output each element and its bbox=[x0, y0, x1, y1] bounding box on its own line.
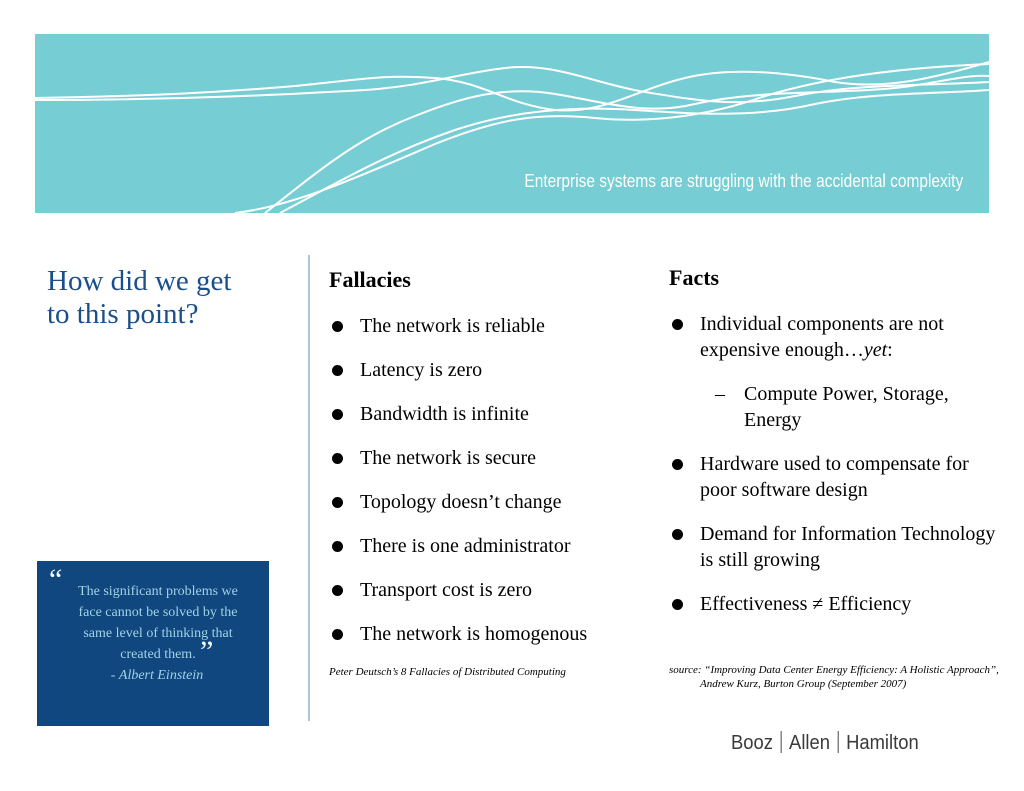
sub-item-text: Compute Power, Storage, Energy bbox=[744, 383, 949, 431]
list-item bbox=[329, 621, 629, 665]
fallacy-text: The network is reliable bbox=[360, 315, 545, 337]
fallacy-text: The network is homogenous bbox=[360, 623, 588, 645]
bullet-icon bbox=[332, 629, 343, 640]
logo-part-hamilton: Hamilton bbox=[846, 732, 919, 754]
fallacies-heading: Fallacies bbox=[329, 267, 411, 292]
list-item bbox=[669, 521, 999, 573]
close-quote-mark: ” bbox=[200, 635, 214, 668]
quote-author bbox=[37, 668, 277, 684]
list-item bbox=[329, 533, 629, 577]
fallacies-source: Peter Deutsch’s 8 Fallacies of Distributed Computing bbox=[329, 666, 566, 678]
bullet-icon bbox=[672, 319, 683, 330]
fact-colon: : bbox=[887, 339, 893, 361]
logo-separator bbox=[780, 731, 781, 753]
title-line-2: to this point? bbox=[47, 298, 199, 330]
logo-part-booz: Booz bbox=[731, 732, 773, 754]
list-item bbox=[329, 445, 629, 489]
title-line-1: How did we get bbox=[47, 265, 232, 297]
list-item bbox=[329, 489, 629, 533]
fallacy-text: The network is secure bbox=[360, 447, 537, 469]
facts-heading: Facts bbox=[669, 265, 720, 290]
logo-part-allen: Allen bbox=[789, 732, 830, 754]
fallacies-list bbox=[329, 313, 629, 665]
bullet-icon bbox=[332, 497, 343, 508]
list-item bbox=[329, 577, 629, 621]
fallacy-text: Transport cost is zero bbox=[360, 579, 533, 601]
vertical-divider bbox=[308, 255, 310, 721]
bullet-icon bbox=[332, 321, 343, 332]
facts-source: source: “Improving Data Center Energy Efficiency: A Holistic Approach”, Andrew Kurz, Burton Group (September 2007) bbox=[669, 664, 999, 690]
quote-text: The significant problems we face cannot be solved by the same level of thinking that created them. bbox=[78, 584, 238, 662]
list-item bbox=[329, 357, 629, 401]
list-item bbox=[669, 591, 999, 617]
list-item bbox=[669, 311, 999, 363]
dash-icon: – bbox=[715, 383, 725, 405]
author-name: Albert Einstein bbox=[118, 668, 204, 683]
fact-text: Demand for Information Technology is still growing bbox=[700, 523, 996, 571]
fact-text: Effectiveness ≠ Efficiency bbox=[700, 593, 912, 615]
header-banner bbox=[35, 34, 989, 213]
list-item bbox=[329, 401, 629, 445]
quote-box bbox=[37, 561, 269, 726]
bullet-icon bbox=[332, 365, 343, 376]
list-item bbox=[669, 451, 999, 503]
fallacy-text: Bandwidth is infinite bbox=[360, 403, 529, 425]
sub-list-item bbox=[669, 381, 999, 433]
bullet-icon bbox=[672, 599, 683, 610]
page-title bbox=[47, 265, 292, 331]
bullet-icon bbox=[332, 453, 343, 464]
fact-emphasis: yet bbox=[863, 339, 888, 361]
fact-text: Hardware used to compensate for poor software design bbox=[700, 453, 969, 501]
company-logo bbox=[731, 731, 919, 755]
bullet-icon bbox=[672, 529, 683, 540]
fallacy-text: Topology doesn’t change bbox=[360, 491, 562, 513]
fact-text: Individual components are not expensive enough… bbox=[700, 313, 944, 361]
fallacy-text: There is one administrator bbox=[360, 535, 571, 557]
facts-list bbox=[669, 311, 999, 635]
bullet-icon bbox=[672, 459, 683, 470]
logo-separator bbox=[837, 731, 838, 753]
bullet-icon bbox=[332, 541, 343, 552]
author-prefix: - bbox=[110, 668, 119, 683]
banner-caption: Enterprise systems are struggling with the accidental complexity bbox=[524, 171, 963, 191]
fallacy-text: Latency is zero bbox=[360, 359, 483, 381]
bullet-icon bbox=[332, 585, 343, 596]
open-quote-mark: “ bbox=[49, 563, 63, 596]
bullet-icon bbox=[332, 409, 343, 420]
list-item bbox=[329, 313, 629, 357]
